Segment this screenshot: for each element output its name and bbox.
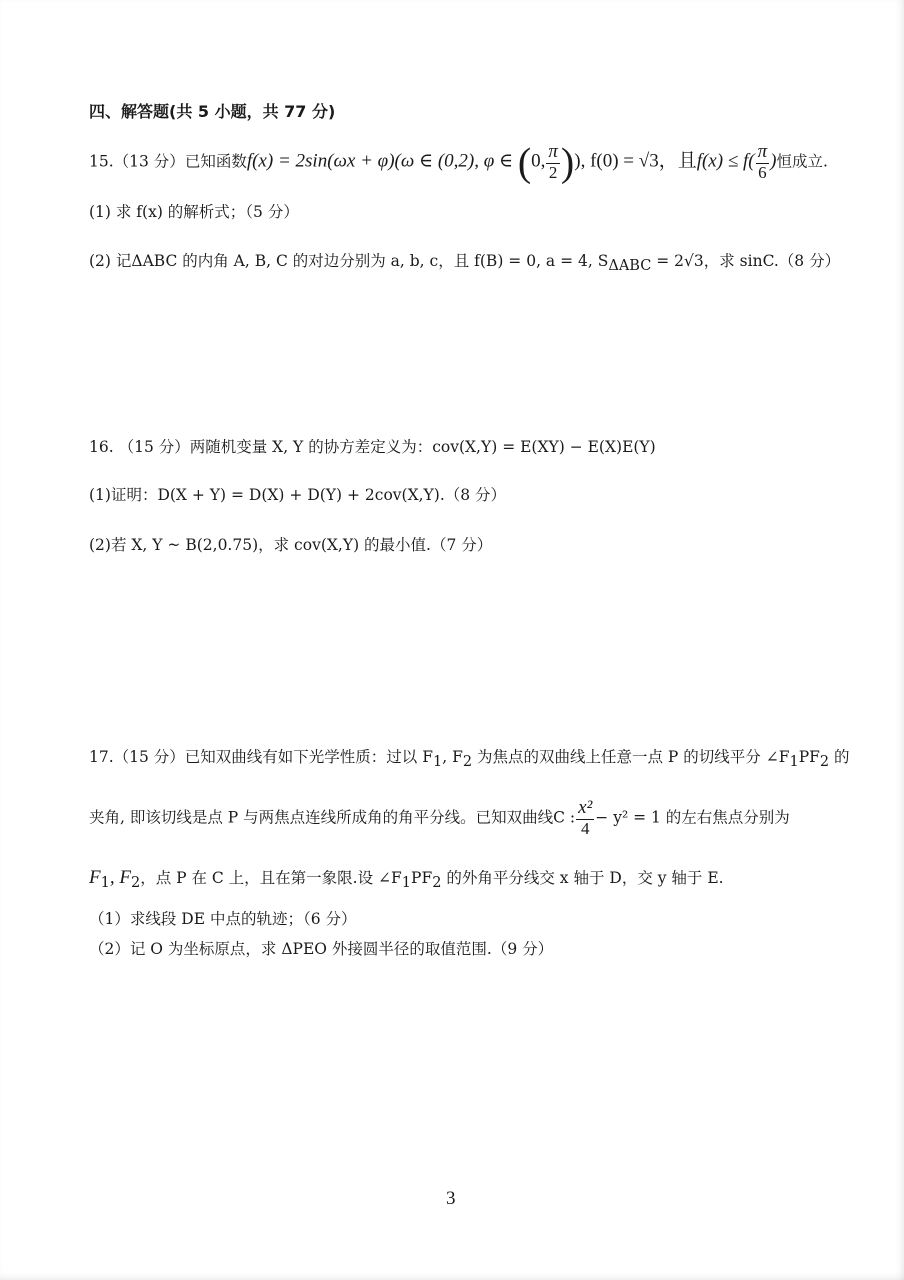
q15-frac-den: 2 — [548, 162, 558, 182]
q15-frac6-num: π — [757, 141, 768, 162]
q17-line2-b: − y² = 1 的左右焦点分别为 — [595, 808, 790, 827]
q17-line1-c: 为焦点的双曲线上任意一点 P 的切线平分 ∠F — [472, 748, 790, 766]
q15-function: f(x) = 2sin(ωx + φ)(ω ∈ (0,2), φ ∈ — [246, 150, 518, 172]
q17-line1-sub1: 1 — [432, 754, 443, 771]
q15-interval-left: 0, — [531, 150, 546, 172]
q15-frac-pi-6 — [756, 142, 770, 183]
q17-frac-den: 4 — [580, 818, 590, 838]
q15-ineq: f(x) ≤ f( — [696, 150, 755, 172]
q15-part2-subscript: ΔABC — [608, 258, 652, 275]
q17-line3 — [89, 868, 724, 891]
q17-line1-d: PF — [798, 748, 820, 766]
q17-line1-sub2: 2 — [462, 754, 473, 771]
q17-line1-a: 17.（15 分）已知双曲线有如下光学性质：过以 F — [89, 748, 433, 766]
q17-line1-sub4: 2 — [819, 754, 830, 771]
q15-part2-tail: = 2√3，求 sinC.（8 分） — [651, 252, 841, 270]
q17-line3-sub2: 2 — [130, 875, 141, 892]
q15-score: （13 分） — [113, 152, 185, 171]
q15-big-paren-right: ) — [560, 139, 575, 185]
q15-mid: ), f(0) = √3，且 — [574, 150, 697, 172]
q17-line3-sub3: 1 — [401, 875, 412, 892]
q16-part1: (1)证明：D(X + Y) = D(X) + D(Y) + 2cov(X,Y).（8 分） — [89, 486, 507, 504]
q15-ineq-end: ) — [770, 150, 777, 172]
q17-part2: （2）记 O 为坐标原点，求 ΔPEO 外接圆半径的取值范围.（9 分） — [89, 940, 554, 958]
q15-part2-text: (2) 记ΔABC 的内角 A, B, C 的对边分别为 a, b, c，且 f(B) = 0, a = 4, S — [89, 252, 609, 270]
q15-tail: 恒成立. — [776, 152, 828, 171]
q15-stem-prefix: 已知函数 — [184, 152, 247, 171]
q15-part2 — [89, 254, 840, 274]
q15-frac6-den: 6 — [758, 162, 767, 182]
q17-line3-e: 的外角平分线交 x 轴于 D，交 y 轴于 E. — [441, 869, 724, 887]
q17-line1 — [89, 750, 850, 770]
q17-part1: （1）求线段 DE 中点的轨迹；（6 分） — [89, 910, 357, 928]
q15-big-paren-left: ( — [517, 139, 532, 185]
q17-line1-sub3: 1 — [789, 754, 799, 771]
q15-frac-num: π — [548, 141, 558, 162]
q17-line3-a: F — [89, 867, 101, 888]
q17-frac-x2-4 — [576, 798, 594, 839]
q17-line1-e: 的 — [829, 748, 850, 766]
q17-line2-a: 夹角, 即该切线是点 P 与两焦点连线所成角的角平分线。已知双曲线C : — [89, 808, 576, 827]
q15-number: 15. — [89, 152, 114, 171]
q17-line3-sub1: 1 — [100, 875, 110, 892]
q15-frac-pi-2 — [546, 142, 560, 183]
q17-line2 — [89, 798, 790, 839]
q17-line1-b: , F — [442, 748, 463, 766]
section-heading: 四、解答题(共 5 小题，共 77 分) — [89, 102, 336, 121]
q17-line3-d: PF — [411, 869, 433, 887]
q17-line3-sub4: 2 — [432, 875, 442, 892]
q17-line3-b: , F — [109, 867, 131, 888]
q16-part2: (2)若 X, Y ~ B(2,0.75)，求 cov(X,Y) 的最小值.（7 分） — [89, 536, 493, 554]
q16-stem: 16. （15 分）两随机变量 X, Y 的协方差定义为：cov(X,Y) = E(XY) − E(X)E(Y) — [89, 438, 656, 456]
q15-part1: (1) 求 f(x) 的解析式；（5 分） — [89, 203, 299, 221]
q17-line3-c: ，点 P 在 C 上，且在第一象限.设 ∠F — [140, 869, 402, 887]
q17-frac-num: x² — [578, 797, 593, 818]
q15-stem — [89, 139, 828, 185]
page-number: 3 — [446, 1188, 456, 1209]
